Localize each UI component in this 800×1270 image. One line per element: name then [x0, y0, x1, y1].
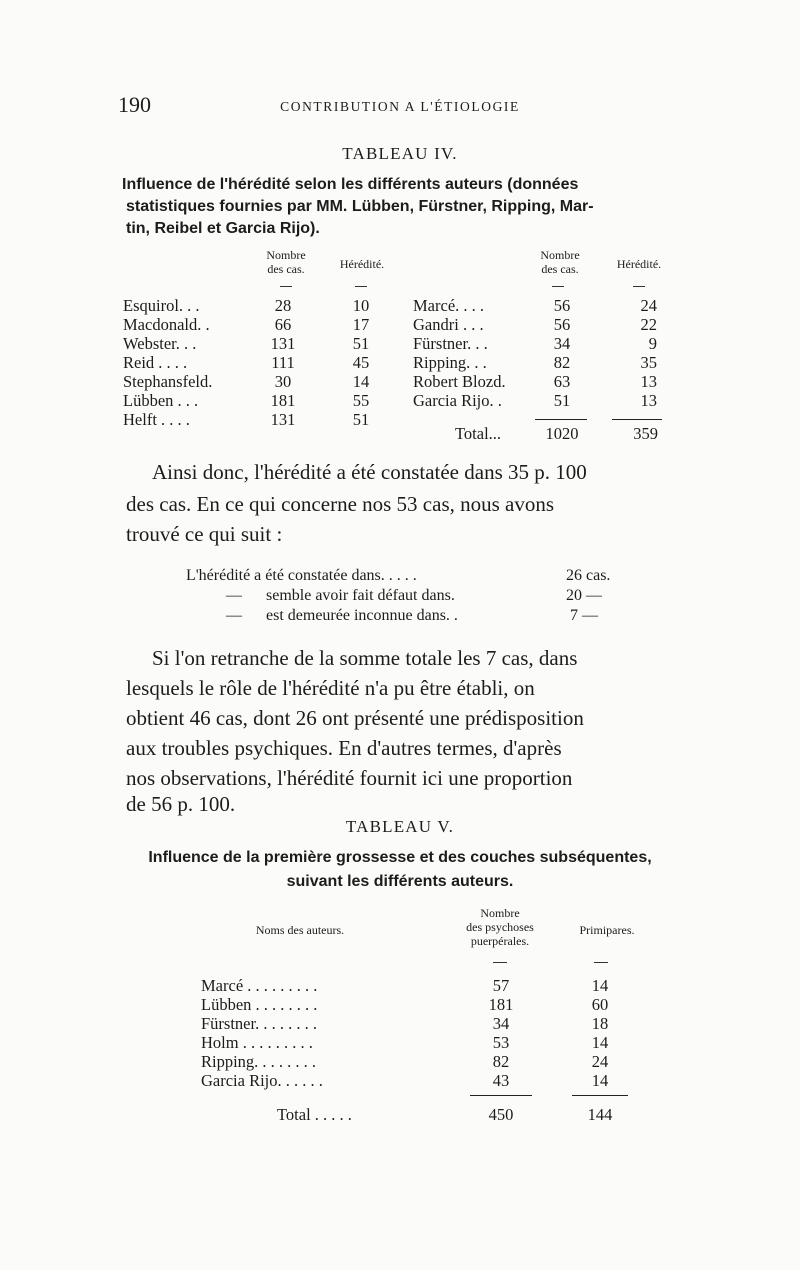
table4-caption	[122, 174, 692, 240]
table5-author: Fürstner. . . . . . . .	[201, 1014, 317, 1033]
table4-left-heredity: 55	[352, 391, 370, 410]
table5-total-primipares: 144	[587, 1105, 613, 1124]
table5-total-label: Total . . . . .	[277, 1105, 352, 1124]
table5-primipares: 14	[591, 1033, 609, 1052]
table5-author: Lübben . . . . . . . .	[201, 995, 318, 1014]
table5-total-rule	[470, 1095, 532, 1096]
paragraph-line: lesquels le rôle de l'hérédité n'a pu être établi, on	[126, 676, 535, 700]
table5-title: TABLEAU V.	[345, 817, 455, 836]
table5-col-auteurs: Noms des auteurs.	[255, 923, 345, 937]
table5-caption-line: Influence de la première grossesse et des couches subséquentes,	[148, 849, 652, 866]
table4-right-cases: 82	[553, 353, 571, 372]
table4-left-heredity: 51	[352, 410, 370, 429]
table4-col-heredite-right: Hérédité.	[616, 257, 662, 271]
table4-total-label: Total...	[455, 424, 502, 443]
table5-count: 34	[492, 1014, 510, 1033]
table5-author: Garcia Rijo. . . . . .	[201, 1071, 323, 1090]
table5-primipares: 14	[591, 976, 609, 995]
running-title: CONTRIBUTION A L'ÉTIOLOGIE	[280, 99, 520, 114]
header-line: puerpérales.	[470, 934, 530, 948]
header-line: des cas.	[267, 262, 305, 276]
header-line: Nombre	[480, 906, 520, 920]
table5-total-count: 450	[488, 1105, 514, 1124]
table4-left-author: Reid . . . .	[123, 353, 188, 372]
paragraph-line: Ainsi donc, l'hérédité a été constatée dans 35 p. 100	[152, 460, 587, 484]
table4-caption-line: statistiques fournies par MM. Lübben, Fürstner, Ripping, Mar-	[126, 198, 594, 215]
header-dash	[493, 962, 507, 963]
table4-left-author: Macdonald. .	[123, 315, 210, 334]
table4-col-nombre-right	[520, 248, 600, 276]
stat-value: 20 —	[566, 587, 602, 604]
table4-right-author: Marcé. . . .	[413, 296, 485, 315]
header-dash	[280, 286, 292, 287]
paragraph-line: aux troubles psychiques. En d'autres termes, d'après	[126, 736, 562, 760]
table4-right-heredity: 22	[640, 315, 657, 334]
table4-left-author: Esquirol. . .	[123, 296, 200, 315]
table5-count: 57	[492, 976, 510, 995]
table4-left-heredity: 51	[352, 334, 370, 353]
stat-label: — semble avoir fait défaut dans.	[226, 587, 455, 604]
table4-left-cases: 181	[270, 391, 296, 410]
table4-total-rule	[612, 419, 662, 420]
table5-count: 181	[488, 995, 514, 1014]
table5-caption-line: suivant les différents auteurs.	[286, 873, 514, 890]
table5-count: 53	[492, 1033, 510, 1052]
header-dash	[355, 286, 367, 287]
table4-left-cases: 131	[270, 410, 296, 429]
table4-left-heredity: 10	[352, 296, 370, 315]
paragraph-line: de 56 p. 100.	[126, 792, 236, 816]
table4-col-nombre-left	[248, 248, 324, 276]
stat-label: — est demeurée inconnue dans. .	[226, 607, 458, 624]
table4-right-author: Garcia Rijo. .	[413, 391, 502, 410]
table4-right-heredity: 13	[640, 391, 657, 410]
table4-left-heredity: 45	[352, 353, 370, 372]
table4-left-cases: 66	[274, 315, 292, 334]
table5-primipares: 14	[591, 1071, 609, 1090]
table4-right-heredity: 35	[640, 353, 657, 372]
table4-caption-line: tin, Reibel et Garcia Rijo).	[126, 220, 320, 237]
table4-left-author: Webster. . .	[123, 334, 197, 353]
header-line: des cas.	[541, 262, 579, 276]
table4-right-cases: 56	[553, 315, 571, 334]
table4-right-author: Robert Blozd.	[413, 372, 506, 391]
header-dash	[594, 962, 608, 963]
table4-left-cases: 111	[271, 353, 295, 372]
table4-right-cases: 34	[553, 334, 571, 353]
table4-left-heredity: 17	[352, 315, 370, 334]
table5-primipares: 18	[591, 1014, 609, 1033]
page-number: 190	[118, 92, 151, 117]
header-dash	[552, 286, 564, 287]
table4-title: TABLEAU IV.	[342, 144, 458, 163]
table4-right-heredity: 9	[648, 334, 657, 353]
table5-col-nombre	[445, 906, 555, 948]
header-dash	[633, 286, 645, 287]
table4-total-cases: 1020	[545, 424, 579, 443]
stat-value: 7 —	[570, 607, 598, 624]
table4-left-author: Helft . . . .	[123, 410, 190, 429]
header-line: Nombre	[266, 248, 306, 262]
table4-right-author: Fürstner. . .	[413, 334, 488, 353]
table4-right-heredity: 13	[640, 372, 657, 391]
paragraph-line: Si l'on retranche de la somme totale les 7 cas, dans	[152, 646, 578, 670]
table5-total-rule	[572, 1095, 628, 1096]
table4-total-heredity: 359	[633, 424, 658, 443]
table4-col-heredite-left: Hérédité.	[339, 257, 385, 271]
table5-count: 82	[492, 1052, 510, 1071]
table4-right-cases: 51	[553, 391, 571, 410]
stat-label: L'hérédité a été constatée dans. . . . .	[186, 567, 417, 584]
table4-total-rule	[535, 419, 587, 420]
table5-author: Marcé . . . . . . . . .	[201, 976, 318, 995]
table4-right-author: Gandri . . .	[413, 315, 484, 334]
table4-caption-line: Influence de l'hérédité selon les différents auteurs (données	[122, 176, 579, 193]
table4-left-author: Lübben . . .	[123, 391, 199, 410]
table4-right-heredity: 24	[640, 296, 657, 315]
paragraph-line: obtient 46 cas, dont 26 ont présenté une prédisposition	[126, 706, 584, 730]
table4-left-cases: 30	[274, 372, 292, 391]
header-line: des psychoses	[466, 920, 534, 934]
paragraph-line: trouvé ce qui suit :	[126, 522, 283, 546]
table4-left-cases: 28	[274, 296, 292, 315]
table4-left-author: Stephansfeld.	[123, 372, 213, 391]
paragraph-line: nos observations, l'hérédité fournit ici une proportion	[126, 766, 573, 790]
stat-value: 26 cas.	[566, 567, 611, 584]
header-line: Nombre	[540, 248, 580, 262]
table4-left-cases: 131	[270, 334, 296, 353]
table4-left-heredity: 14	[352, 372, 370, 391]
table4-right-cases: 63	[553, 372, 571, 391]
paragraph-line: des cas. En ce qui concerne nos 53 cas, nous avons	[126, 492, 555, 516]
table5-author: Holm . . . . . . . . .	[201, 1033, 313, 1052]
table5-author: Ripping. . . . . . . .	[201, 1052, 317, 1071]
table4-right-author: Ripping. . .	[413, 353, 487, 372]
table5-col-primipares: Primipares.	[579, 923, 635, 937]
table5-primipares: 60	[591, 995, 609, 1014]
table4-right-cases: 56	[553, 296, 571, 315]
table5-count: 43	[492, 1071, 510, 1090]
table5-primipares: 24	[591, 1052, 609, 1071]
